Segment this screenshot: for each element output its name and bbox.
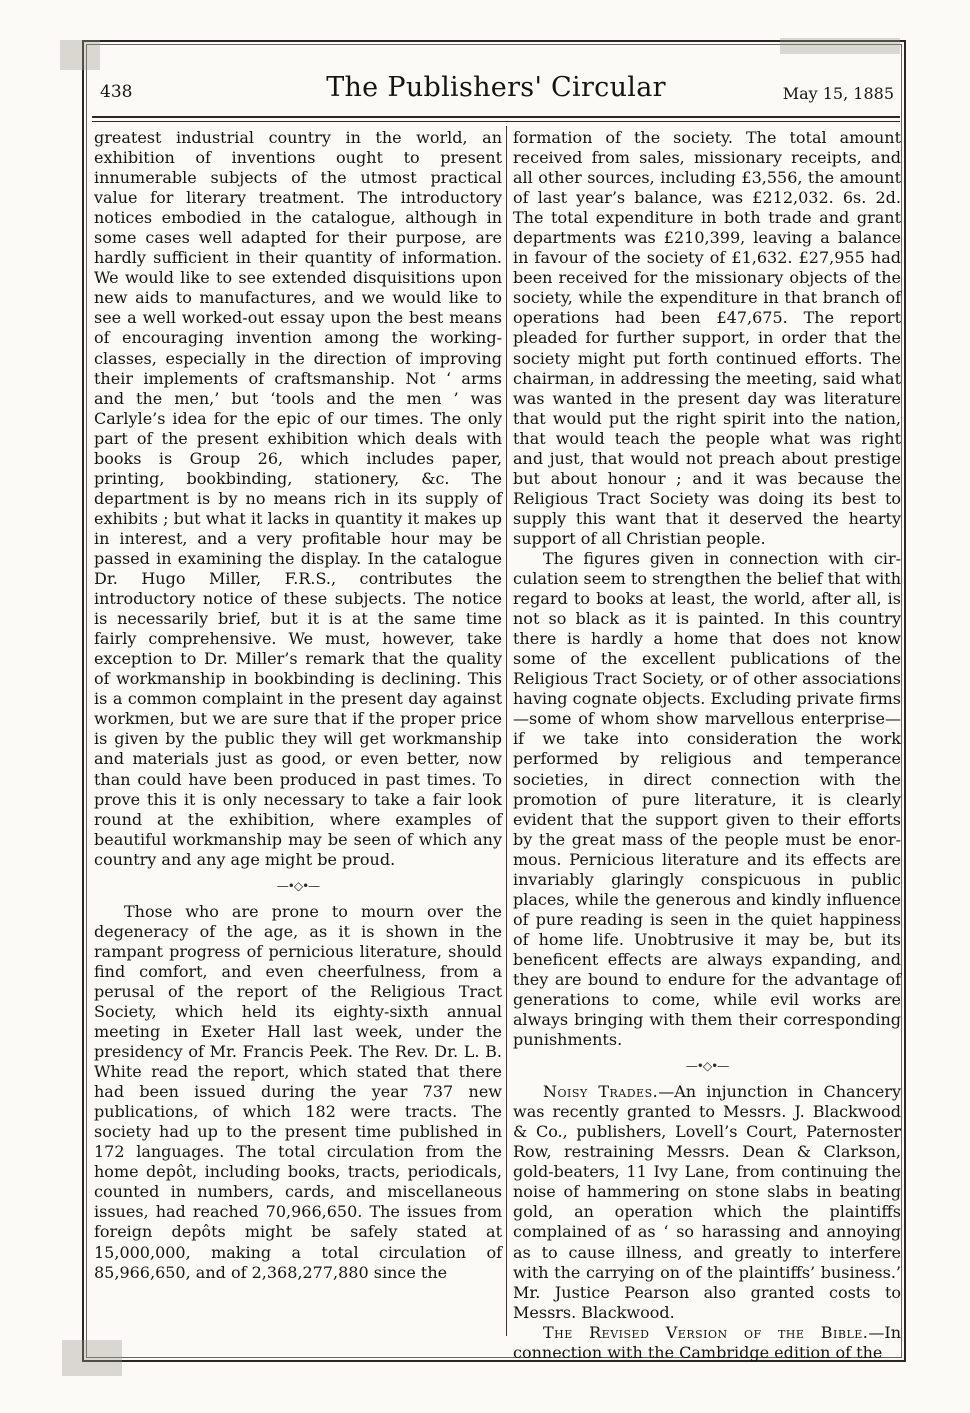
scan-speckle (60, 40, 100, 70)
section-separator: —•◇•— (685, 1059, 729, 1074)
right-column (513, 128, 901, 1363)
tract-society-paragraph: Those who are prone to mourn over the degeneracy of the age, as it is shown in the rampant progress of pernicious literature, should find comfort, and even cheerfulness, from a perusal of the report of the Religious Tract Society, which held its eighty-sixth annual meeting in Exeter Hall last week, under the presidency of Mr. Francis Peek. The Rev. Dr. L. B. White read the report, which stated that there had been issued during the year 737 new publications, of which 182 were tracts. The society had up to the present time published in 172 languages. The total circulation from the home depôt, including books, tracts, periodicals, counted in numbers, cards, and miscellaneous issues, had reached 70,966,650. The issues from foreign depôts might be safely stated at 15,000,000, making a total circulation of 85,966,650, and of 2,368,277,880 since the (94, 901, 502, 1282)
page-header (92, 72, 900, 112)
left-column (94, 128, 502, 1283)
page-number: 438 (100, 82, 133, 102)
column-divider (506, 126, 507, 1336)
noisy-trades-heading: Noisy Trades. (543, 1082, 659, 1102)
section-separator: —•◇•— (276, 878, 320, 893)
society-finances-paragraph: formation of the society. The total amount received from sales, missionary receipts, and all other sources, including £3,556, the amount of last year’s balance, was £212,032. 6s. 2d. The total expenditure in both trade and grant departments was £210,399, leaving a balance in favour of the society of £1,632. £27,955 had been received for the missionary objects of the society, while the expenditure in that branch of operations had been £47,675. The report pleaded for further support, in order that the society might put forth continued efforts. The chairman, in addressing the meeting, said what was wanted in the present day was literature that would put the right spirit into the nation, that would teach the people what was right and just, that would not preach about prestige but about honour ; and it was because the Religious Tract Society was doing its best to supply this want that it deserved the hearty support of all Christian people. (513, 128, 901, 548)
noisy-trades-paragraph (513, 1082, 901, 1323)
journal-title: The Publishers' Circular (326, 72, 666, 103)
header-rule-thin (92, 121, 900, 122)
revised-bible-paragraph (513, 1323, 901, 1363)
circulation-figures-paragraph: The figures given in connection with circulation seem to strengthen the belief that with regard to books at least, the world, after all, is not so black as it is painted. In this country there is hardly a home that does not know some of the excellent publications of the Religious Tract Society, or of other associations having cognate objects. Excluding private firms—some of whom show marvellous enterprise—if we take into consideration the work performed by religious and temperance societies, in direct connection with the promotion of pure literature, it is clearly evident that the support given to their efforts by the great mass of the people must be enormous. Pernicious literature and its effects are invariably glaringly conspicuous in public places, while the generous and kindly influence of pure reading is seen in the quiet happiness of home life. Unobtrusive it may be, but its beneficent effects are always expanding, and they are bound to endure for the advantage of generations to come, while evil works are always bringing with them their corresponding punishments. (513, 548, 901, 1050)
revised-bible-body: —In connection with the Cambridge edition of the (513, 1322, 901, 1362)
scan-speckle (780, 38, 900, 54)
issue-date: May 15, 1885 (782, 84, 894, 103)
header-rule (92, 116, 900, 118)
noisy-trades-body: —An injunction in Chancery was recently granted to Messrs. J. Blackwood & Co., publishers, Lovell’s Court, Paternoster Row, restraining Messrs. Dean & Clarkson, gold-beaters, 11 Ivy Lane, from continuing the noise of hammering on stone slabs in beating gold, an operation which the plaintiffs complained of as ‘ so harassing and annoying as to cause illness, and greatly to interfere with the carrying on of the plaintiffs’ business.’ Mr. Justice Pearson also granted costs to Messrs. Blackwood. (513, 1082, 901, 1322)
revised-bible-heading: The Revised Version of the Bible. (543, 1322, 869, 1342)
scan-speckle (62, 1340, 122, 1376)
exhibition-paragraph: greatest industrial country in the world, an exhibition of inventions ought to present innumerable subjects of the utmost practical value for literary treatment. The introductory notices embodied in the catalogue, although in some cases well adapted for their purpose, are hardly sufficient in their quantity of information. We would like to see extended disquisitions upon new aids to manufactures, and we would like to see a well worked-out essay upon the best means of encouraging invention among the working-classes, especially in the direction of improving their implements of craftsmanship. Not ‘ arms and the men,’ but ‘tools and the men ’ was Carlyle’s idea for the epic of our times. The only part of the present exhibition which deals with books is Group 26, which includes paper, printing, bookbinding, stationery, &c. The department is by no means rich in its supply of exhibits ; but what it lacks in quantity it makes up in interest, and a very profitable hour may be passed in examining the display. In the catalogue Dr. Hugo Miller, F.R.S., contributes the introductory notice of these subjects. The notice is necessarily brief, but it is at the same time fairly comprehensive. We must, however, take exception to Dr. Miller’s remark that the quality of workmanship in bookbinding is declining. This is a common complaint in the present day against workmen, but we are sure that if the proper price is given by the public they will get workmanship and materials just as good, or even better, now than could have been produced in past times. To prove this it is only necessary to take a fair look round at the exhibition, where examples of beautiful workmanship may be seen of which any country and any age might be proud. (94, 128, 502, 869)
